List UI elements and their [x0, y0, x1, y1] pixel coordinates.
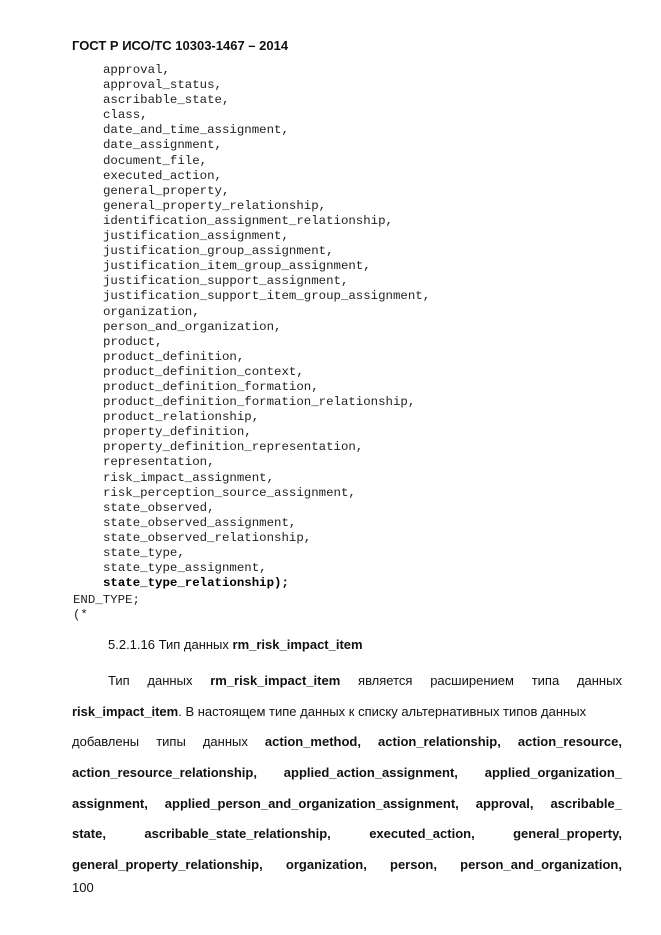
- paragraph-word: типа: [531, 673, 560, 688]
- code-line: general_property_relationship,: [103, 198, 327, 213]
- code-line: ascribable_state,: [103, 93, 230, 108]
- paragraph-word: данных: [147, 673, 193, 688]
- code-line: product_definition,: [103, 349, 245, 364]
- paragraph-line: [72, 727, 622, 758]
- type-name-word: applied_person_and_organization_assignment,: [164, 795, 459, 811]
- code-line: state_observed_relationship,: [103, 530, 312, 545]
- section-heading: [108, 637, 363, 652]
- code-line: approval_status,: [103, 78, 222, 93]
- type-name-word: person_and_organization,: [460, 857, 622, 873]
- page-number: 100: [72, 880, 94, 895]
- type-name-word: action_resource,: [517, 734, 622, 750]
- paragraph-line: [72, 850, 622, 881]
- body-paragraph: [72, 666, 622, 881]
- code-line: product_definition_formation,: [103, 379, 319, 394]
- type-name-word: general_property_relationship,: [72, 857, 263, 873]
- code-line: approval,: [103, 63, 170, 77]
- type-name-word: rm_risk_impact_item: [210, 673, 341, 688]
- comment-open-line: (*: [73, 608, 88, 623]
- type-name-word: approval,: [475, 795, 534, 811]
- type-name-word: action_method,: [264, 734, 361, 750]
- code-line: product_relationship,: [103, 410, 260, 425]
- paragraph-word: данных: [576, 673, 622, 688]
- code-line: product,: [103, 334, 163, 349]
- code-line: identification_assignment_relationship,: [103, 213, 393, 228]
- paragraph-line: [72, 666, 622, 697]
- type-name-word: executed_action,: [369, 826, 475, 842]
- code-line: general_property,: [103, 183, 230, 198]
- express-code-tail: [73, 593, 140, 623]
- paragraph-word: является: [358, 673, 413, 688]
- paragraph-line: [72, 789, 622, 820]
- type-name-word: person,: [390, 857, 437, 873]
- code-line: person_and_organization,: [103, 319, 282, 334]
- code-line: justification_support_item_group_assignment,: [103, 289, 431, 304]
- code-line: property_definition_representation,: [103, 440, 364, 455]
- section-type-name: rm_risk_impact_item: [232, 637, 363, 652]
- type-name-word: action_relationship,: [378, 734, 501, 750]
- code-line: organization,: [103, 304, 200, 319]
- code-line: risk_impact_assignment,: [103, 470, 275, 485]
- type-name-word: risk_impact_item: [72, 703, 179, 719]
- code-line: state_type_assignment,: [103, 561, 267, 576]
- end-type-line: END_TYPE;: [73, 593, 140, 607]
- type-name-word: state,: [72, 826, 106, 842]
- paragraph-word: Тип: [108, 673, 130, 688]
- code-line: class,: [103, 108, 148, 123]
- code-line: state_observed,: [103, 500, 215, 515]
- paragraph-word: типы: [156, 734, 186, 750]
- code-line: state_observed_assignment,: [103, 515, 297, 530]
- code-line: risk_perception_source_assignment,: [103, 485, 356, 500]
- paragraph-word: расширением: [430, 673, 514, 688]
- paragraph-line: [72, 819, 622, 850]
- type-name-word: applied_action_assignment,: [283, 765, 458, 781]
- paragraph-line: [72, 758, 622, 789]
- code-line: justification_group_assignment,: [103, 244, 334, 259]
- code-line: executed_action,: [103, 168, 222, 183]
- type-name-word: assignment,: [72, 795, 148, 811]
- code-line: product_definition_formation_relationship,: [103, 395, 416, 410]
- type-name-word: applied_organization_: [484, 765, 622, 781]
- type-name-word: organization,: [285, 857, 367, 873]
- code-line: date_assignment,: [103, 138, 222, 153]
- code-line-last: state_type_relationship);: [103, 576, 289, 591]
- type-name-word: ascribable_state_relationship,: [144, 826, 331, 842]
- paragraph-word: добавлены: [72, 734, 140, 750]
- code-line: justification_support_assignment,: [103, 274, 349, 289]
- type-name-word: action_resource_relationship,: [72, 765, 257, 781]
- section-number: 5.2.1.16 Тип данных: [108, 637, 233, 652]
- code-line: product_definition_context,: [103, 364, 304, 379]
- code-line: justification_item_group_assignment,: [103, 259, 371, 274]
- code-line: state_type,: [103, 546, 185, 560]
- paragraph-word: данных: [202, 734, 248, 750]
- code-line: property_definition,: [103, 425, 252, 440]
- document-header: ГОСТ Р ИСО/ТС 10303-1467 – 2014: [72, 38, 289, 53]
- code-line: document_file,: [103, 153, 208, 168]
- code-line: date_and_time_assignment,: [103, 123, 289, 138]
- type-name-word: general_property,: [513, 826, 622, 842]
- paragraph-word: . В настоящем типе данных к списку альтернативных типов данных: [178, 703, 587, 719]
- code-line: justification_assignment,: [103, 229, 289, 244]
- code-line: representation,: [103, 455, 215, 470]
- express-code-block: [103, 63, 430, 591]
- paragraph-line: [72, 697, 622, 728]
- type-name-word: ascribable_: [550, 795, 622, 811]
